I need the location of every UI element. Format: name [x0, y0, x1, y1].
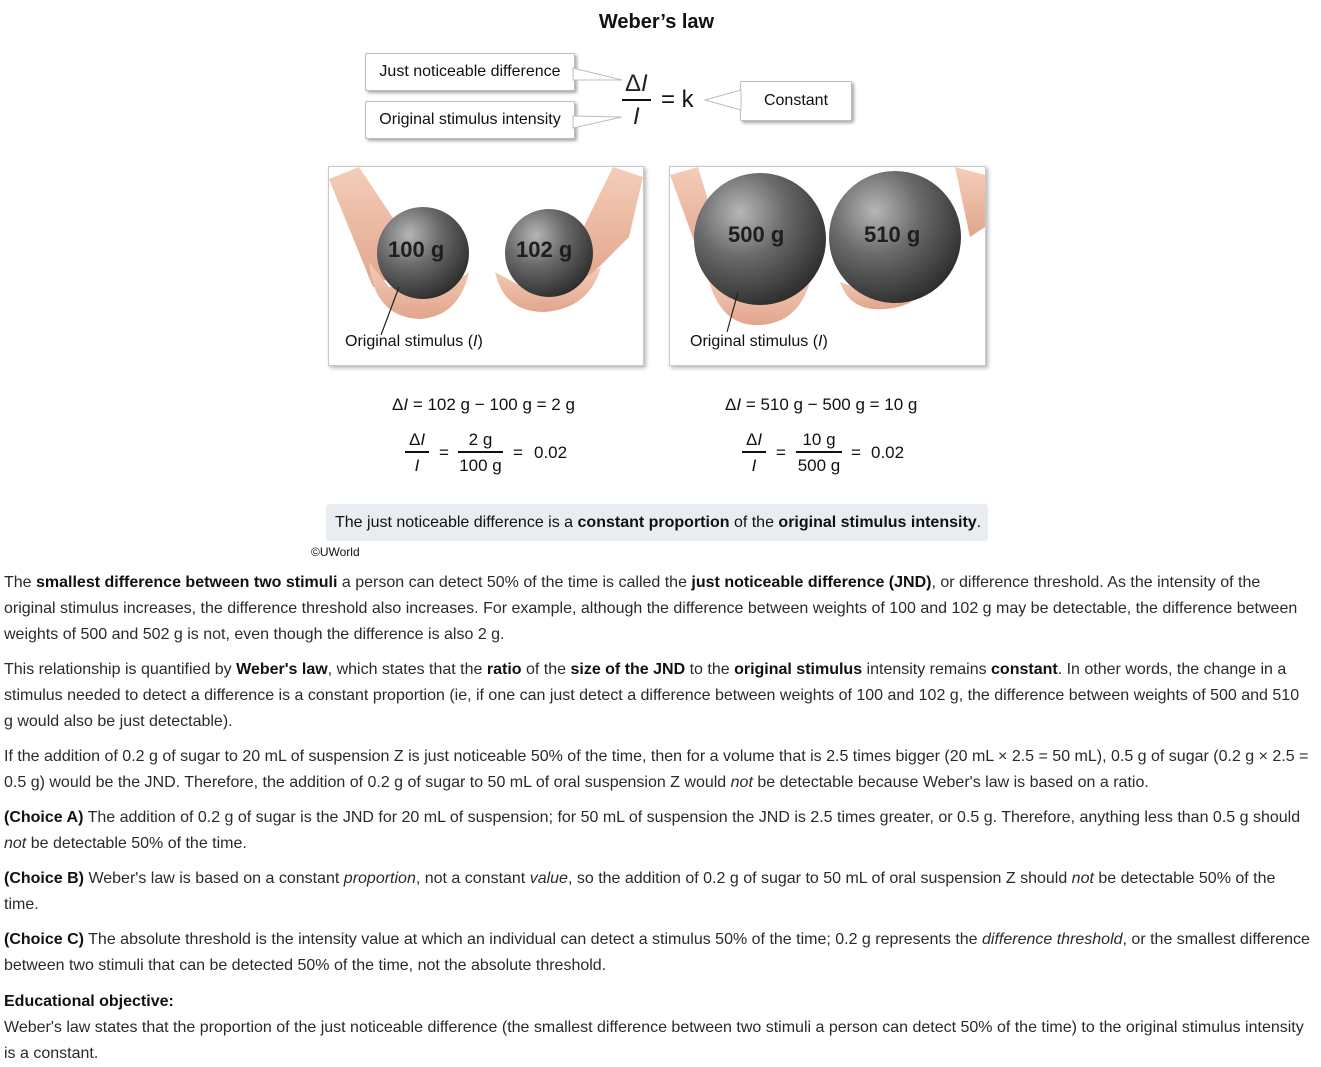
- callout-pointers: [560, 60, 760, 140]
- choice-c-explanation: (Choice C) The absolute threshold is the intensity value at which an individual can detect a stimulus 50% of the time; 0.2 g represents the difference threshold, or the smallest difference between two stimuli that can be detected 50% of the time, not the absolute threshold.: [4, 931, 1310, 974]
- choice-c-label: (Choice C): [4, 931, 84, 948]
- left-ratio-symbol: [405, 431, 429, 474]
- educational-objective: [4, 989, 1312, 1067]
- left-equals-1: =: [439, 443, 449, 462]
- formula-delta-i: ΔI: [625, 70, 648, 97]
- left-caption: Original stimulus (I): [345, 333, 483, 350]
- summary-text-2: of the: [729, 513, 779, 531]
- copyright: ©UWorld: [311, 545, 360, 559]
- right-frac-den: 500 g: [797, 455, 841, 475]
- weight-label-102: 102 g: [516, 237, 573, 262]
- weight-label-100: 100 g: [388, 237, 445, 262]
- left-result: 0.02: [534, 443, 568, 462]
- left-ratio-den: I: [414, 455, 420, 475]
- right-caption: Original stimulus (I): [690, 333, 828, 350]
- left-ratio-num: ΔI: [408, 430, 426, 449]
- choice-b-label: (Choice B): [4, 870, 84, 887]
- objective-text: Weber's law states that the proportion of the just noticeable difference (the smallest difference between two stimuli a person can detect 50% of the time) to the original stimulus intensity is a constant.: [4, 1019, 1304, 1062]
- callout-constant: Constant: [740, 81, 852, 121]
- explanation-paragraph-1: The smallest difference between two stimuli a person can detect 50% of the time is called the just noticeable difference (JND), or difference threshold. As the intensity of the original stimulus increases, the difference threshold also increases. For example, although the difference between weights of 100 and 102 g may be detectable, the difference between weights of 500 and 502 g is not, even though the difference is also 2 g.: [4, 574, 1298, 643]
- callout-original-intensity: Original stimulus intensity: [365, 101, 575, 139]
- explanation-paragraph-3: If the addition of 0.2 g of sugar to 20 mL of suspension Z is just noticeable 50% of the time, then for a volume that is 2.5 times bigger (20 mL × 2.5 = 50 mL), 0.5 g of sugar (0.2 g × 2.5 = 0.5 g) would be the JND. Therefore, the addition of 0.2 g of sugar to 50 mL of oral suspension Z would not be detectable because Weber's law is based on a ratio.: [4, 748, 1309, 791]
- right-ratio-den: I: [751, 455, 757, 475]
- choice-a-label: (Choice A): [4, 809, 84, 826]
- right-ratio-num: ΔI: [745, 430, 763, 449]
- left-frac-num: 2 g: [468, 430, 493, 449]
- summary-text-3: .: [976, 513, 982, 531]
- summary-bold-2: original stimulus intensity: [778, 513, 977, 531]
- left-delta-equation: ΔI = 102 g − 100 g = 2 g: [392, 395, 575, 414]
- right-value-fraction: [796, 431, 842, 474]
- choice-a-explanation: (Choice A) The addition of 0.2 g of sugar is the JND for 20 mL of suspension; for 50 mL of suspension the JND is 2.5 times greater, or 0.5 g. Therefore, anything less than 0.5 g should not be detectable 50% of the time.: [4, 809, 1301, 852]
- right-result: 0.02: [871, 443, 905, 462]
- right-frac-num: 10 g: [802, 430, 836, 449]
- left-value-fraction: [458, 431, 503, 474]
- weight-label-500: 500 g: [728, 222, 785, 247]
- summary-box: [326, 504, 988, 541]
- left-equals-2: =: [513, 443, 523, 462]
- right-ratio-symbol: [742, 431, 766, 474]
- left-frac-den: 100 g: [459, 455, 502, 475]
- right-delta-equation: ΔI = 510 g − 500 g = 10 g: [725, 395, 918, 414]
- weber-fraction: [622, 72, 651, 129]
- summary-text-1: The just noticeable difference is a: [335, 513, 578, 531]
- formula-equals-k: = k: [661, 86, 694, 113]
- right-equals-1: =: [776, 443, 786, 462]
- weight-label-510: 510 g: [864, 222, 921, 247]
- figure-title: Weber’s law: [598, 11, 715, 33]
- objective-heading: Educational objective:: [4, 993, 174, 1010]
- choice-b-explanation: (Choice B) Weber's law is based on a constant proportion, not a constant value, so the addition of 0.2 g of sugar to 50 mL of oral suspension Z should not be detectable 50% of the time.: [4, 870, 1276, 913]
- callout-jnd: Just noticeable difference: [365, 53, 575, 91]
- right-equals-2: =: [851, 443, 861, 462]
- summary-bold-1: constant proportion: [577, 513, 730, 531]
- formula-i: I: [633, 102, 640, 130]
- explanation-paragraph-2: This relationship is quantified by Weber's law, which states that the ratio of the size of the JND to the original stimulus intensity remains constant. In other words, the change in a stimulus needed to detect a difference is a constant proportion (ie, if one can just detect a difference between weights of 100 and 102 g, the difference between weights of 500 and 510 g would also be just detectable).: [4, 661, 1300, 730]
